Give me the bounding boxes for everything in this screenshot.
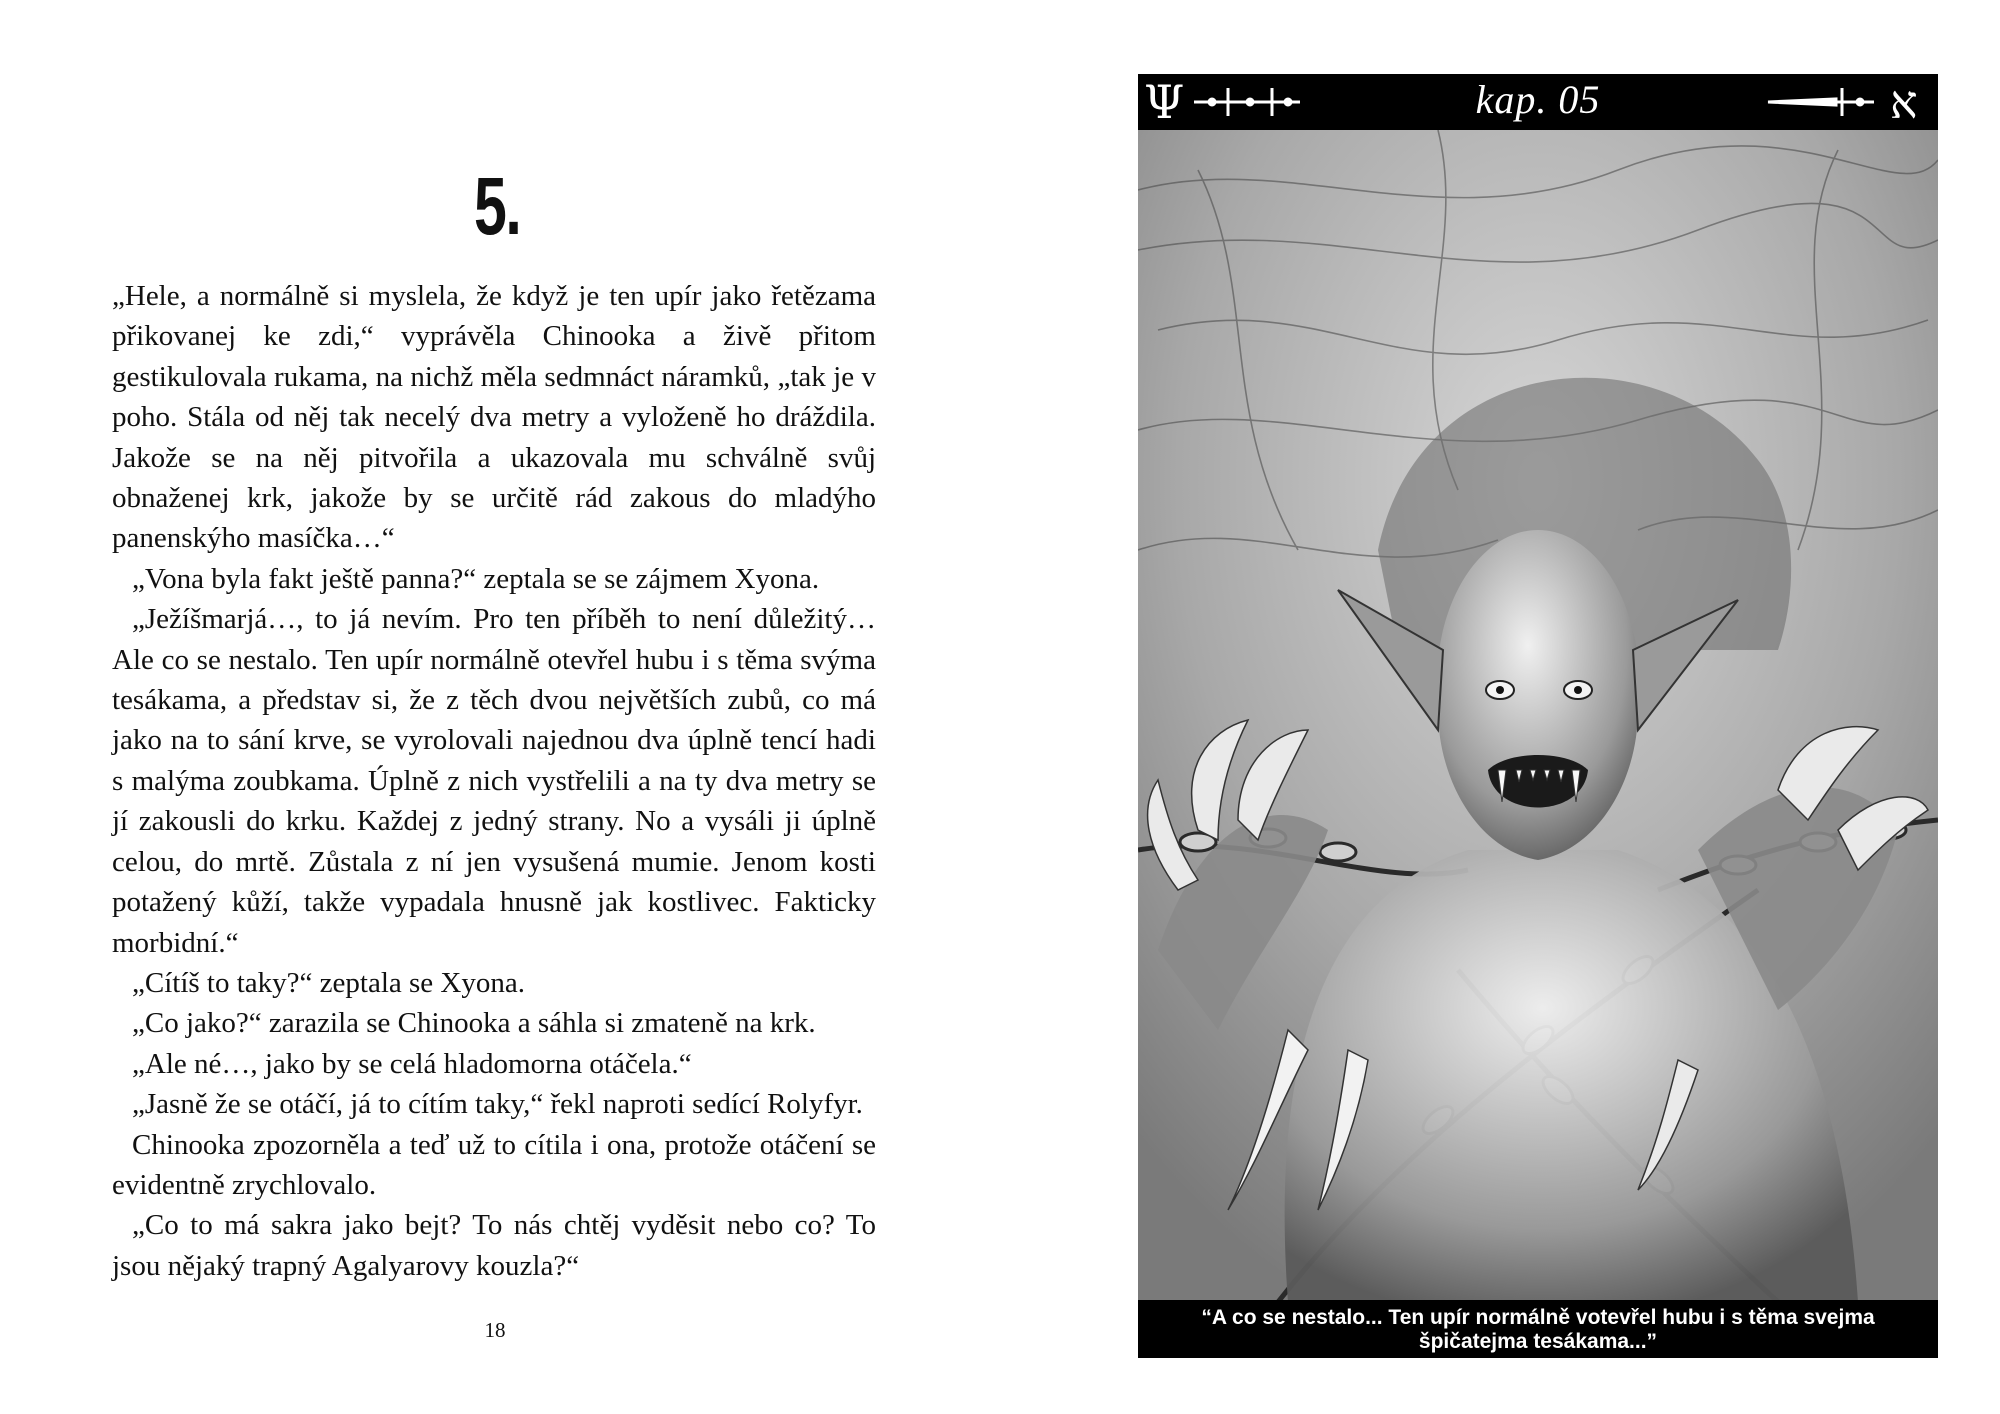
paragraph: „Vona byla fakt ještě panna?“ zeptala se se zájmem Xyona.	[132, 562, 820, 595]
chapter-text	[112, 276, 876, 1286]
paragraph: „Co to má sakra jako bejt? To nás chtěj vyděsit nebo co? To jsou nějaký trapný Agalyarovy kouzla?“	[112, 1209, 876, 1282]
paragraph: „Ježíšmarjá…, to já nevím. Pro ten příběh to není důležitý… Ale co se nestalo. Ten upír normálně otevřel hubu i s těma svýma tesákama, a představ si, že z těch dvou největších zubů, co má jako na to sání krve, se vyrolovali najednou dva úplně tencí hadi s malýma zoubkama. Úplně z nich vystřelili a na ty dva metry se jí zakousli do krku. Každej z jedný strany. No a vysáli ji úplně celou, do mrtě. Zůstala z ní jen vysušená mumie. Jenom kosti potažený kůží, takže vypadala hnusně jak kostlivec. Fakticky morbidní.“	[112, 603, 876, 959]
aleph-icon: א	[1890, 75, 1918, 129]
right-page-illustration-panel	[1138, 74, 1938, 1358]
paragraph: „Co jako?“ zarazila se Chinooka a sáhla si zmateně na krk.	[132, 1007, 816, 1040]
vampire-illustration	[1138, 130, 1938, 1302]
caption-line: “A co se nestalo... Ten upír normálně votevřel hubu i s těma svejma	[1201, 1306, 1875, 1329]
vampire-drawing-icon	[1138, 130, 1938, 1302]
dagger-ornament-icon	[1766, 84, 1876, 120]
paragraph: „Hele, a normálně si myslela, že když je ten upír jako řetězama přikovanej ke zdi,“ vyprávěla Chinooka a živě přitom gestikulovala rukama, na nichž měla sedmnáct náramků, „tak je v poho. Stála od něj tak necelý dva metry a vyloženě ho dráždila. Jakože se na něj pitvořila a ukazovala mu schválně svůj obnaženej krk, jakože by se určitě rád zakous do mladýho panenskýho masíčka…“	[112, 280, 876, 555]
paragraph: „Cítíš to taky?“ zeptala se Xyona.	[132, 966, 525, 999]
chapter-label: kap. 05	[1475, 77, 1601, 122]
trident-icon: Ψ	[1144, 75, 1185, 129]
paragraph: „Jasně že se otáčí, já to cítím taky,“ řekl naproti sedící Rolyfyr.	[132, 1088, 863, 1121]
chapter-number: 5.	[474, 161, 521, 252]
caption-line: špičatejma tesákama...”	[1418, 1330, 1658, 1353]
illustration-caption	[1138, 1300, 1938, 1358]
page-number: 18	[484, 1318, 506, 1342]
paragraph: „Ale né…, jako by se celá hladomorna otáčela.“	[132, 1047, 692, 1080]
paragraph: Chinooka zpozorněla a teď už to cítila i ona, protože otáčení se evidentně zrychlovalo.	[112, 1128, 876, 1201]
chapter-header-bar	[1138, 74, 1938, 130]
